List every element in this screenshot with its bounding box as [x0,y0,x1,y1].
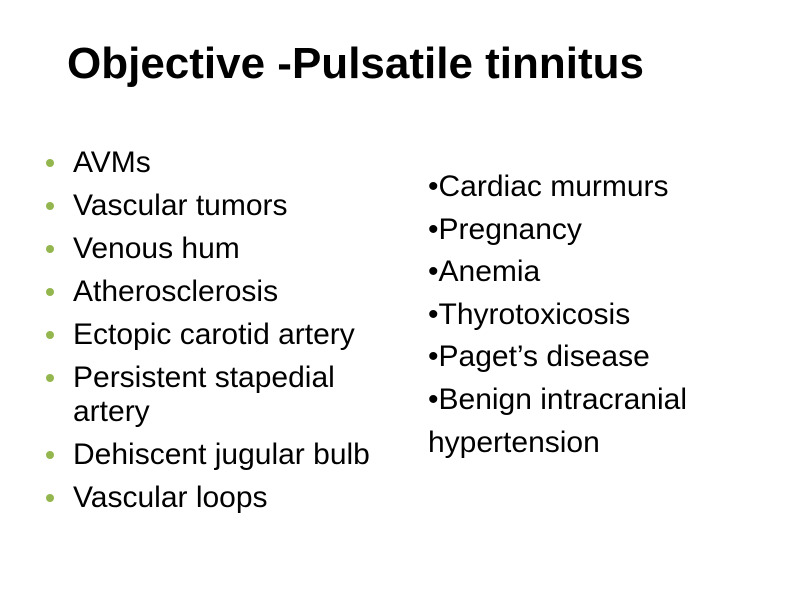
right-line: •Paget’s disease [428,340,650,374]
slide-title: Objective -Pulsatile tinnitus [67,39,645,88]
list-item [46,275,412,309]
left-bullet-list [46,146,412,524]
bullet-dot-icon [46,202,54,210]
list-item-label: Atherosclerosis [73,275,279,308]
list-item-label: Ectopic carotid artery [73,318,355,351]
right-line: •Cardiac murmurs [428,170,669,203]
bullet-dot-icon [46,159,54,167]
list-item [46,189,412,223]
list-item [46,481,412,515]
list-item [46,146,412,180]
right-line: •Anemia [428,255,541,289]
list-item-label: Vascular tumors [73,189,288,222]
right-line: •Pregnancy [428,212,582,246]
right-line: •Thyrotoxicosis [428,297,631,331]
list-item-label: Venous hum [73,232,240,265]
bullet-dot-icon [46,494,54,502]
list-item-label: AVMs [73,146,151,179]
list-item [46,232,412,266]
right-line: •Benign intracranial hypertension [428,382,687,459]
bullet-dot-icon [46,451,54,459]
list-item [46,318,412,352]
right-text-block [428,166,768,464]
list-item-label: Dehiscent jugular bulb [73,438,370,471]
bullet-dot-icon [46,288,54,296]
bullet-dot-icon [46,374,54,382]
bullet-dot-icon [46,331,54,339]
list-item [46,438,412,472]
list-item-label: Vascular loops [73,481,268,514]
list-item [46,361,412,429]
bullet-dot-icon [46,245,54,253]
list-item-label: Persistent stapedial artery [73,361,335,428]
